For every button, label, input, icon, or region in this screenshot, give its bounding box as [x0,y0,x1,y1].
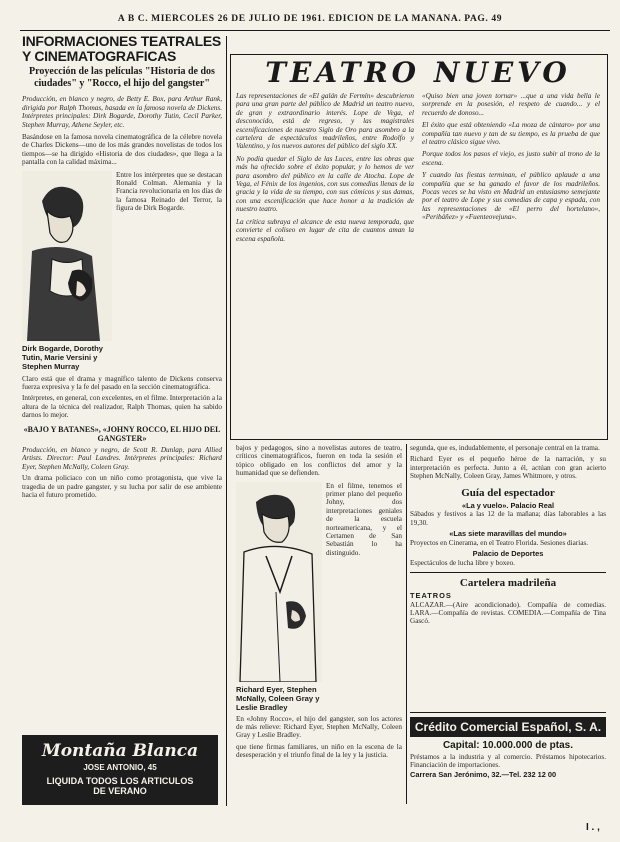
guia-item-3-text: Espectáculos de lucha libre y boxeo. [410,558,515,567]
middle-body-2: En el filme, tenemos el primer plano del pequeño Johny, dos interpretaciones geniales de la escuela norteamericana, y el Certamen de San Sebastián lo ha distinguido. [326,481,402,557]
left-subhead: Proyección de las películas "Historia de dos ciudades" y "Rocco, el hijo del gangster" [29,66,215,89]
middle-photo-caption: Richard Eyer, Stephen McNally, Coleen Gray y Leslie Bradley [236,684,320,712]
left-body-1: Basándose en la famosa novela cinematográfica de la célebre novela de Charles Dickens—uno de los más grandes novelistas de todos los tiempos—se ha dirigido «Historia de dos ciudades», que llega a la pantalla con la calidad máxima... [22,133,222,167]
cartelera-rule [410,572,606,573]
main-body-4: El éxito que está obteniendo «La moza de cántaro» por una compañía tan nuevo y tan de su tiempo, es la prueba de que el teatro clásico sigue vivo. [422,121,600,147]
ad-credito-comercial [410,712,606,807]
teatros-text: ALCAZAR.—(Aire acondicionado). Compañía de comedias. LARA.—Compañía de revistas. COMEDIA.—Compañía de Tina Gascó. [410,600,606,626]
ad-credito-capital: Capital: 10.000.000 de ptas. [442,740,574,751]
left-body-5: Un drama policiaco con un niño como protagonista, que vive la tragedia de un padre gangster, y su lucha por salir de ese ambiente hacia el futuro prometido. [22,474,222,500]
right-lower-column [410,444,606,709]
middle-lower-column [236,444,402,804]
middle-body-1: bajos y pedagogos, sino a novelistas autores de teatro, críticos cinematográficos, fueron en toda la sesión el tópico obligado en los conflictos del amor y la humanidad que se defienden. [236,444,402,478]
left-column [22,34,222,804]
header-rule [20,30,610,31]
teatros-label: TEATROS [410,591,452,601]
photo-sketch-johny-rocco [236,482,322,682]
main-article [236,58,600,436]
main-body-5: Porque todos los pasos el viejo, es justo subir al trono de la escena. [422,150,600,167]
page-header: A B C. MIERCOLES 26 DE JULIO DE 1961. EDICION DE LA MAÑANA. PAG. 49 [117,14,503,24]
cartelera-title: Cartelera madrileña [459,577,557,590]
right-body-2: Richard Eyer es el pequeño héroe de la narración, y su interpretación es perfecta. Junto a él, actúan con gran acierto Stephen McNally, Coleen Gray, James Whitmore, y otros. [410,455,606,481]
right-body-1: segunda, que es, indudablemente, el personaje central en la trama. [410,444,600,452]
left-photo-caption: Dirk Bogarde, Dorothy Tutin, Marie Versini y Stephen Murray [22,343,104,371]
ad-montana-blanca [22,735,218,805]
main-body-1: Las representaciones de «El galán de Fermín» descubrieron para una gran parte del público de Madrid un teatro nuevo, de gran y extraordinario interés. Lope de Vega, el desconocido, está de regreso, y las magistrales escenificaciones de nuestro Siglo de Oro para asombro a la cartelera de espectáculos madrileños, entre Rodolfo y Valentino, y los nuevos autores del público del siglo XX. [236,92,414,151]
left-second-credits: Producción, en blanco y negro, de Scott R. Dunlap, para Allied Artists. Director: Paul Landres. Intérpretes principales: Richard Eyer, Stephen McNally, Coleen Gray. [22,446,222,471]
guia-title: Guía del espectador [461,486,555,499]
middle-body-3: En «Johny Rocco», el hijo del gangster, son los actores de más relieve: Richard Eyer, Stephen McNally, Coleen Gray y Leslie Bradley. [236,714,402,740]
ad-montana-address: JOSE ANTONIO, 45 [83,763,157,772]
photo-sketch-dickens [22,171,112,341]
left-body-4: Intérpretes, en general, con excelentes, en el filme. Interpretación a la altura de la técnica del realizador, Ralph Thomas, quien ha sabido darnos lo mejor. [22,394,222,420]
ad-credito-text: Préstamos a la industria y al comercio. Préstamos hipotecarios. Financiación de importaciones. [410,753,606,770]
ad-montana-line2: DE VERANO [93,786,147,796]
left-headline: INFORMACIONES TEATRALES Y CINEMATOGRAFICAS [22,34,221,64]
ad-credito-title: Crédito Comercial Español, S. A. [410,717,606,737]
left-photo-block [22,171,222,341]
ad-credito-address: Carrera San Jerónimo, 32.—Tel. 232 12 00 [410,769,557,779]
left-body-2: Entre los intérpretes que se destacan Ronald Colman. Alemania y la Francia revolucionaria en los días de la famosa Reinado del Terror, la figura de Dirk Bogarde. [116,170,222,213]
main-headline: TEATRO NUEVO [265,58,571,89]
guia-item-3-title: Palacio de Deportes [472,549,544,559]
main-body-6: Y cuando las fiestas terminan, el público aplaude a una compañía que se ha ganado el favor de los madrileños. Pocas veces se ha visto en Madrid un entusiasmo semejante por el teatro de Lope y sus comedias de capa y espada, con las representaciones de «El perro del hortelano», «Peribáñez» y «Fuenteovejuna». [422,171,600,222]
guia-item-2-text: Proyectos en Cinerama, en el Teatro Florida. Sesiones diarias. [410,538,589,547]
main-body-3: «Quiso bien una joven tornar» ...que a una vida bella le sorprende en la posesión, el respeto de cuando... y el recuerdo de donoso... [422,92,600,117]
guia-item-1-title: «La y vuelo». Palacio Real [461,500,555,510]
guia-item-1-text: Sábados y festivos a las 12 de la mañana; días laborables a las 19,30. [410,510,606,527]
ad-montana-line1: LIQUIDA TODOS LOS ARTICULOS [46,776,194,786]
middle-body-4: que tiene firmas familiares, un niño en la escena de la desesperación y el triunfo final de la ley y la justicia. [236,742,402,760]
left-body-3: Claro está que el drama y magnífico talento de Dickens conserva fuerza expresiva y la fe del pasado en la sección cinematográfica. [22,374,222,392]
ad-montana-title: Montaña Blanca [41,741,199,761]
left-credits: Producción, en blanco y negro, de Betty E. Box, para Arthur Rank, dirigida por Ralph Thomas, basada en la famosa novela de Dickens. Intérpretes principales: Dirk Bogarde, Dorothy Tutin, Cecil Parker, Stephen Murray, Athene Seyler, etc. [22,95,222,129]
page-footer-mark: I . , [586,822,600,833]
guia-item-2-title: «Las siete maravillas del mundo» [449,529,567,539]
main-body-7: La crítica subraya el alcance de esta nueva temporada, que convierte el coliseo en lugar de cita de cuantos aman la escena española. [236,217,414,243]
left-second-headline: «BAJO Y BATANES», «JOHNY ROCCO, EL HIJO DEL GANGSTER» [23,424,221,443]
column-divider [226,36,227,806]
middle-divider [406,444,407,804]
main-body-2: No podía quedar el Siglo de las Luces, entre las obras que más ha ofrecido sobre el éxito popular, y lo hemos de ver para asombro del público en la calle de Atocha. Lope de Vega, el Fénix de los ingenios, con sus comedias llenas de la gracia y la vida de su tiempo, con sus cómicos y sus damas, con una escenificación que hace honor a la tradición de nuestro teatro. [236,154,414,214]
